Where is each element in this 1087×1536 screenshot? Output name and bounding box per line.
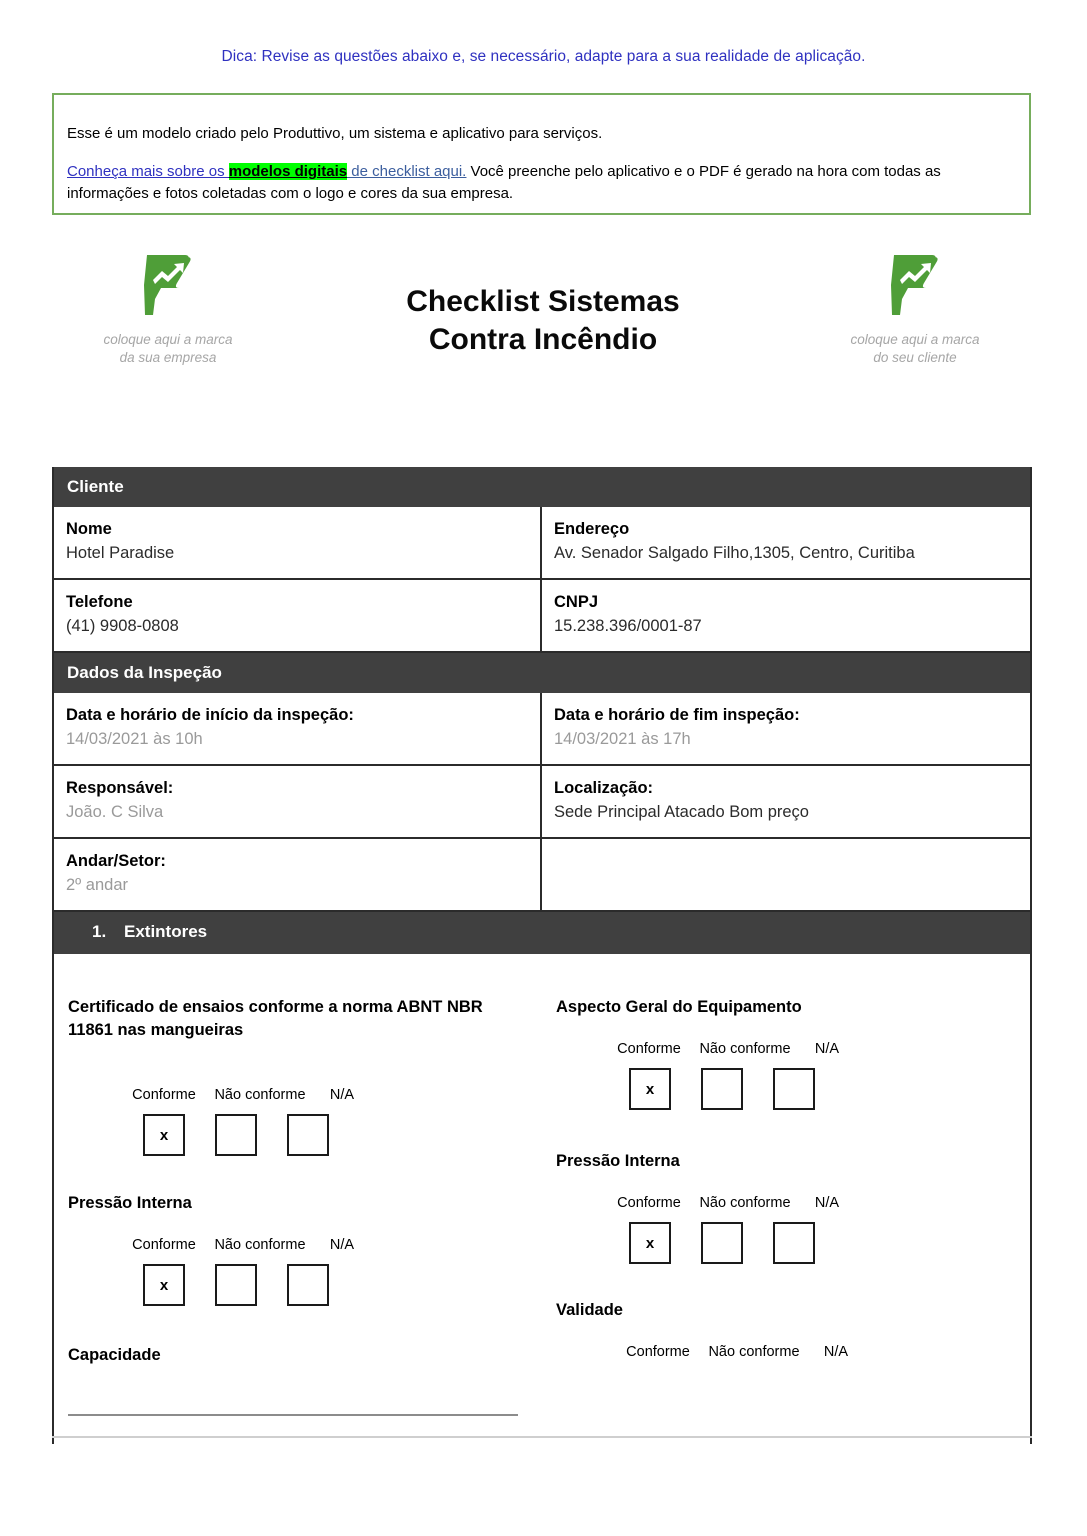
checklist-item xyxy=(68,1344,528,1416)
option-label-na: N/A xyxy=(329,1237,355,1253)
option-label-conforme: Conforme xyxy=(132,1237,196,1253)
option-label-conforme: Conforme xyxy=(617,1041,681,1057)
field-responsavel-label: Responsável: xyxy=(66,779,174,797)
produttivo-flag-arrow-logo-icon xyxy=(888,255,942,317)
checklist-right-column xyxy=(542,996,1030,1416)
checkbox-na[interactable] xyxy=(773,1222,815,1264)
section-label: Extintores xyxy=(124,922,208,941)
section-header-dados-inspecao: Dados da Inspeção xyxy=(54,653,1030,693)
field-endereco-value[interactable]: Av. Senador Salgado Filho,1305, Centro, Curitiba xyxy=(554,544,915,562)
checklist-item xyxy=(556,1299,1016,1360)
promo-box xyxy=(52,93,1031,215)
field-nome-label: Nome xyxy=(66,520,112,538)
field-responsavel-value[interactable]: João. C Silva xyxy=(66,803,164,821)
field-cnpj xyxy=(542,580,1030,651)
checklist-item xyxy=(68,1192,528,1306)
promo-link-highlight: modelos digitais xyxy=(228,163,348,180)
checkbox-na[interactable] xyxy=(287,1114,329,1156)
field-data-inicio-value[interactable]: 14/03/2021 às 10h xyxy=(66,730,203,748)
field-endereco-label: Endereço xyxy=(554,520,630,538)
field-andar-setor-value[interactable]: 2º andar xyxy=(66,876,128,894)
field-data-fim xyxy=(542,693,1030,764)
client-logo-caption-line2: do seu cliente xyxy=(873,350,957,365)
option-labels xyxy=(124,1087,528,1103)
question-title: Validade xyxy=(556,1301,623,1319)
checkbox-conforme[interactable]: x xyxy=(629,1222,671,1264)
field-empty xyxy=(542,839,1030,910)
option-labels xyxy=(609,1041,1016,1057)
checkbox-conforme[interactable]: x xyxy=(143,1114,185,1156)
question-title: Capacidade xyxy=(68,1346,161,1364)
option-label-na: N/A xyxy=(329,1087,355,1103)
checkbox-conforme[interactable]: x xyxy=(629,1068,671,1110)
field-data-fim-value[interactable]: 14/03/2021 às 17h xyxy=(554,730,691,748)
checklist-left-column xyxy=(54,996,542,1416)
checklist-item xyxy=(68,996,528,1156)
option-label-conforme: Conforme xyxy=(132,1087,196,1103)
option-label-nao-conforme: Não conforme xyxy=(699,1195,791,1211)
extintores-checklist-body xyxy=(54,954,1030,1444)
promo-link-suffix: de checklist aqui. xyxy=(347,163,467,180)
field-cnpj-value[interactable]: 15.238.396/0001-87 xyxy=(554,617,702,635)
company-logo-placeholder xyxy=(78,255,258,367)
client-logo-caption xyxy=(825,331,1005,367)
option-label-nao-conforme: Não conforme xyxy=(699,1041,791,1057)
option-label-na: N/A xyxy=(814,1041,840,1057)
field-nome xyxy=(54,507,542,578)
option-label-nao-conforme: Não conforme xyxy=(214,1237,306,1253)
option-checkboxes xyxy=(629,1222,1016,1264)
option-label-nao-conforme: Não conforme xyxy=(708,1344,800,1360)
checkbox-na[interactable] xyxy=(773,1068,815,1110)
field-localizacao-label: Localização: xyxy=(554,779,654,797)
field-andar-setor xyxy=(54,839,542,910)
field-telefone-label: Telefone xyxy=(66,593,133,611)
table-row xyxy=(54,507,1030,580)
checkbox-nao-conforme[interactable] xyxy=(701,1222,743,1264)
field-cnpj-label: CNPJ xyxy=(554,593,599,611)
table-row xyxy=(54,693,1030,766)
checkbox-nao-conforme[interactable] xyxy=(215,1114,257,1156)
promo-link-prefix: Conheça mais sobre os xyxy=(67,163,229,180)
promo-intro-text: Esse é um modelo criado pelo Produttivo, um sistema e aplicativo para serviços. xyxy=(67,125,603,142)
page-bottom-edge xyxy=(52,1436,1032,1438)
checkbox-na[interactable] xyxy=(287,1264,329,1306)
produttivo-flag-arrow-logo-icon xyxy=(141,255,195,317)
option-labels xyxy=(609,1195,1016,1211)
page-title-line1: Checklist Sistemas xyxy=(406,285,680,318)
option-labels xyxy=(124,1237,528,1253)
client-logo-placeholder xyxy=(825,255,1005,367)
promo-link[interactable] xyxy=(67,163,466,180)
table-row xyxy=(54,766,1030,839)
question-title: Certificado de ensaios conforme a norma ABNT NBR 11861 nas mangueiras xyxy=(68,998,483,1039)
option-label-conforme: Conforme xyxy=(626,1344,690,1360)
option-label-conforme: Conforme xyxy=(617,1195,681,1211)
company-logo-caption xyxy=(78,331,258,367)
checklist-item xyxy=(556,1150,1016,1264)
checklist-item xyxy=(556,996,1016,1110)
tip-text: Dica: Revise as questões abaixo e, se necessário, adapte para a sua realidade de aplicação. xyxy=(221,48,866,65)
option-label-nao-conforme: Não conforme xyxy=(214,1087,306,1103)
question-title: Aspecto Geral do Equipamento xyxy=(556,998,802,1016)
field-nome-value[interactable]: Hotel Paradise xyxy=(66,544,175,562)
section-header-extintores xyxy=(54,912,1030,954)
option-labels xyxy=(618,1344,1016,1360)
checkbox-nao-conforme[interactable] xyxy=(701,1068,743,1110)
field-endereco xyxy=(542,507,1030,578)
section-number: 1. xyxy=(92,922,107,941)
question-title: Pressão Interna xyxy=(556,1152,680,1170)
field-telefone-value[interactable]: (41) 9908-0808 xyxy=(66,617,179,635)
section-header-cliente: Cliente xyxy=(54,467,1030,507)
field-responsavel xyxy=(54,766,542,837)
table-row xyxy=(54,580,1030,653)
checkbox-conforme[interactable]: x xyxy=(143,1264,185,1306)
field-localizacao-value[interactable]: Sede Principal Atacado Bom preço xyxy=(554,803,809,821)
client-logo-caption-line1: coloque aqui a marca xyxy=(850,332,980,347)
question-title: Pressão Interna xyxy=(68,1194,192,1212)
field-andar-setor-label: Andar/Setor: xyxy=(66,852,166,870)
option-checkboxes xyxy=(143,1114,528,1156)
field-data-inicio xyxy=(54,693,542,764)
option-label-na: N/A xyxy=(823,1344,849,1360)
company-logo-caption-line2: da sua empresa xyxy=(119,350,217,365)
page-title xyxy=(263,283,823,359)
option-checkboxes xyxy=(143,1264,528,1306)
field-data-fim-label: Data e horário de fim inspeção: xyxy=(554,706,800,724)
field-localizacao xyxy=(542,766,1030,837)
company-logo-caption-line1: coloque aqui a marca xyxy=(103,332,233,347)
field-empty-value[interactable] xyxy=(554,852,1018,875)
checklist-sheet xyxy=(52,467,1032,1444)
table-row xyxy=(54,839,1030,912)
option-checkboxes xyxy=(629,1068,1016,1110)
field-data-inicio-label: Data e horário de início da inspeção: xyxy=(66,706,354,724)
checkbox-nao-conforme[interactable] xyxy=(215,1264,257,1306)
promo-body-text xyxy=(67,161,1019,205)
field-telefone xyxy=(54,580,542,651)
promo-rest-text: Você preenche pelo aplicativo e o PDF é gerado na hora com todas as informações e fotos coletadas com o logo e cores da sua empresa. xyxy=(67,163,941,202)
page-title-line2: Contra Incêndio xyxy=(428,323,658,356)
option-label-na: N/A xyxy=(814,1195,840,1211)
capacidade-input-line[interactable] xyxy=(68,1414,518,1416)
